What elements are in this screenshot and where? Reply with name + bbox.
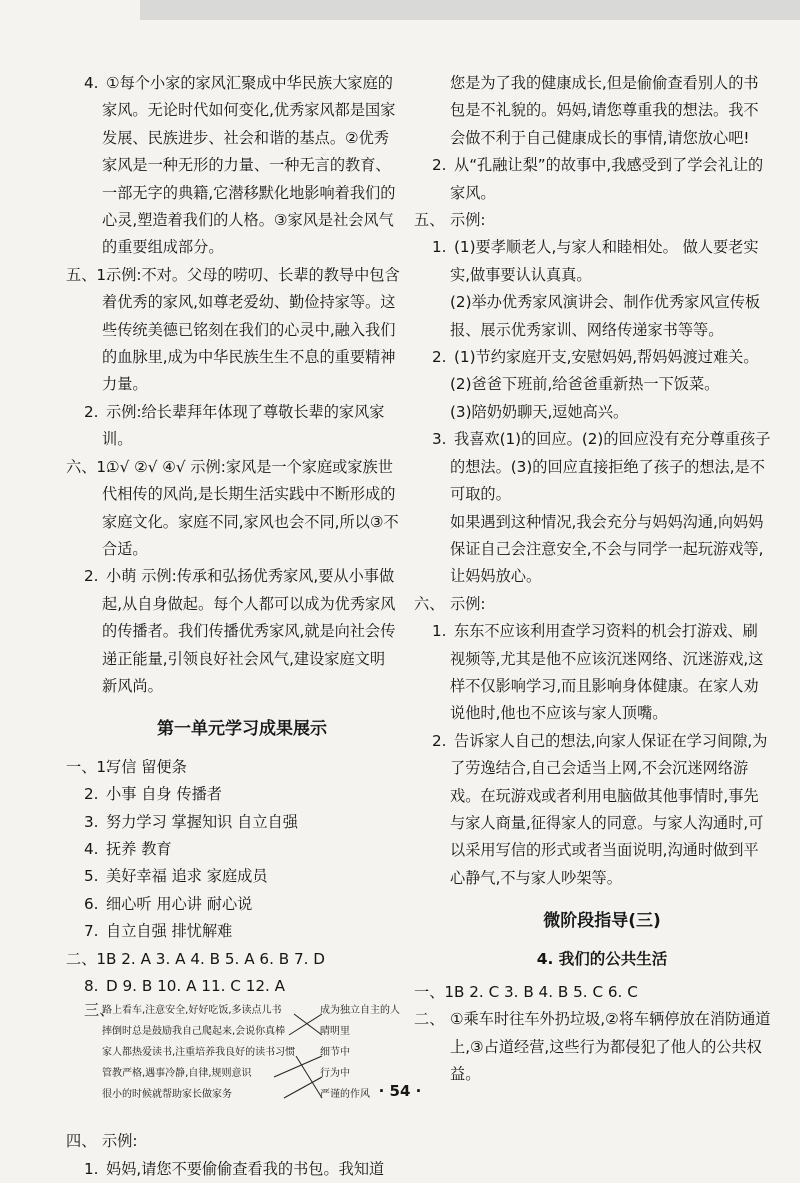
answer-text: D 9. B 10. A 11. C 12. A xyxy=(106,977,286,995)
answer-number: 1. xyxy=(432,238,447,257)
answer-item xyxy=(414,207,772,234)
answer-item xyxy=(432,371,772,398)
answer-text: 示例:给长辈拜年体现了尊敬长辈的家风家训。 xyxy=(102,402,385,449)
answer-text: 您是为了我的健康成长,但是偷偷查看别人的书包是不礼貌的。妈妈,请您尊重我的想法。我不会做不利于自己健康成长的事情,请您放心吧! xyxy=(450,74,759,147)
matching-left-item: 很小的时候就帮助家长做家务 xyxy=(102,1089,232,1101)
answer-number: 六、1. xyxy=(66,457,111,476)
section-title: 第一单元学习成果展示 xyxy=(157,719,327,740)
matching-right-item: 细节中 xyxy=(320,1047,350,1059)
answer-item xyxy=(432,344,772,371)
answer-item xyxy=(414,979,772,1006)
right-column xyxy=(414,70,772,1089)
answer-text: 示例: xyxy=(450,594,486,613)
answer-text: 细心听 用心讲 耐心说 xyxy=(106,894,253,913)
answer-text: 如果遇到这种情况,我会充分与妈妈沟通,向妈妈保证自己会注意安全,不会与同学一起玩游戏等,让妈妈放心。 xyxy=(450,512,764,586)
right-tail xyxy=(414,979,772,1089)
answer-text: (1)节约家庭开支,安慰妈妈,帮妈妈渡过难关。 xyxy=(454,348,759,367)
answer-item xyxy=(414,1006,772,1088)
lesson-title: 4. 我们的公共生活 xyxy=(536,949,668,968)
answer-number: 1. xyxy=(84,1159,99,1178)
answer-text: 东东不应该利用查学习资料的机会打游戏、刷视频等,尤其是他不应该沉迷网络、沉迷游戏,这样不仅影响学习,而且影响身体健康。在家人劝说他时,他也不应该与家人顶嘴。 xyxy=(450,622,764,723)
right-answers xyxy=(414,70,772,892)
answer-text: 从“孔融让梨”的故事中,我感受到了学会礼让的家风。 xyxy=(450,156,764,202)
answer-item xyxy=(66,754,400,781)
page-number: · 54 · xyxy=(378,1082,422,1100)
stage-title: 微阶段指导(三) xyxy=(543,911,661,932)
answer-text: 抚养 教育 xyxy=(106,839,172,858)
answer-text: (1)要孝顺老人,与家人和睦相处。 做人要老实实,做事要认认真真。 xyxy=(450,238,759,284)
answer-number: 2. xyxy=(84,567,99,586)
answer-text: ①√ ②√ ④√ 示例:家风是一个家庭或家族世代相传的风尚,是长期生活实践中不断形成的家庭文化。家庭不同,家风也会不同,所以③不合适。 xyxy=(102,457,399,558)
answer-text: B 2. C 3. B 4. B 5. C 6. C xyxy=(454,983,638,1001)
answer-text: (2)爸爸下班前,给爸爸重新热一下饭菜。 xyxy=(450,375,720,394)
answer-number: 二、 xyxy=(414,1010,445,1029)
answer-item xyxy=(432,728,772,892)
matching-label: 三、 xyxy=(84,1001,115,1020)
answer-number: 4. xyxy=(84,839,99,858)
answer-text: B 2. A 3. A 4. B 5. A 6. B 7. D xyxy=(106,949,325,968)
answer-text: 写信 留便条 xyxy=(106,757,187,776)
answer-text: 示例:不对。父母的唠叨、长辈的教导中包含着优秀的家风,如尊老爱幼、勤俭持家等。这些传统美德已铭刻在我们的心灵中,融入我们的血脉里,成为中华民族生生不息的重要精神力量。 xyxy=(102,265,400,394)
answer-text: ①乘车时往车外扔垃圾,②将车辆停放在消防通道上,③占道经营,这些行为都侵犯了他人的公共权益。 xyxy=(450,1010,771,1084)
answer-text: (2)举办优秀家风演讲会、制作优秀家风宣传板报、展示优秀家训、网络传递家书等等。 xyxy=(450,293,761,339)
answer-number: 4. xyxy=(84,74,99,92)
answer-number: 2. xyxy=(432,731,447,750)
answer-item xyxy=(432,234,772,289)
answer-number: 3. xyxy=(432,430,447,449)
answer-number: 7. xyxy=(84,922,99,941)
answer-item xyxy=(84,863,400,890)
answer-item xyxy=(66,1128,400,1155)
answer-text: (3)陪奶奶聊天,逗她高兴。 xyxy=(450,402,629,421)
matching-left-item: 摔倒时总是鼓励我自己爬起来,会说你真棒 xyxy=(102,1026,286,1038)
answer-text: ①每个小家的家风汇聚成中华民族大家庭的家风。无论时代如何变化,优秀家风都是国家发展、民族进步、社会和谐的基点。②优秀家风是一种无形的力量、一种无言的教育、一部无字的典籍,它潜移默化地影响着我们的心灵,塑造着我们的人格。③家风是社会风气的重要组成部分。 xyxy=(102,74,396,257)
matching-left-item: 管教严格,遇事冷静,自律,规则意识 xyxy=(102,1068,252,1080)
answer-item xyxy=(84,781,400,808)
matching-right-item: 严谨的作风 xyxy=(320,1089,370,1101)
answer-item xyxy=(84,70,400,262)
matching-right-item: 成为独立自主的人 xyxy=(320,1005,400,1017)
answer-text: 我喜欢(1)的回应。(2)的回应没有充分尊重孩子的想法。(3)的回应直接拒绝了孩子的想法,是不可取的。 xyxy=(450,430,771,504)
answer-text: 小萌 示例:传承和弘扬优秀家风,要从小事做起,从自身做起。每个人都可以成为优秀家风的传播者。我们传播优秀家风,就是向社会传递正能量,引领良好社会风气,建设家庭文明新风尚。 xyxy=(102,567,396,695)
matching-exercise xyxy=(84,1000,400,1126)
answer-number: 四、 xyxy=(66,1132,97,1151)
answer-number: 1. xyxy=(432,622,447,641)
answer-item xyxy=(84,399,400,454)
answer-number: 2. xyxy=(84,785,99,804)
answer-item xyxy=(432,289,772,344)
answer-text: 努力学习 掌握知识 自立自强 xyxy=(106,812,298,831)
answer-item xyxy=(414,591,772,618)
answer-number: 一、1. xyxy=(414,983,459,1001)
answer-number: 6. xyxy=(84,894,99,913)
unit-answers xyxy=(66,754,400,1001)
answer-number: 2. xyxy=(84,402,99,421)
answer-item xyxy=(432,509,772,591)
answer-number: 2. xyxy=(432,156,447,175)
left-tail xyxy=(66,1128,400,1183)
answer-text: 美好幸福 追求 家庭成员 xyxy=(106,867,268,886)
answer-number: 2. xyxy=(432,348,447,367)
answer-item xyxy=(84,836,400,863)
answer-number: 二、1. xyxy=(66,949,111,968)
answer-text: 小事 自身 传播者 xyxy=(106,785,222,804)
answer-item xyxy=(84,973,400,1000)
answer-text: 示例: xyxy=(450,211,486,230)
answer-item xyxy=(432,152,772,207)
answer-number: 五、 xyxy=(414,211,445,230)
answer-number: 五、1. xyxy=(66,265,111,284)
answer-text: 妈妈,请您不要偷偷查看我的书包。我知道 xyxy=(106,1159,385,1178)
answer-item xyxy=(66,946,400,973)
answer-item xyxy=(66,454,400,564)
answer-item xyxy=(84,1156,400,1183)
answer-number: 8. xyxy=(84,977,99,995)
answer-item xyxy=(432,426,772,508)
matching-left-item: 家人都热爱读书,注重培养我良好的读书习惯 xyxy=(102,1047,296,1059)
answer-number: 3. xyxy=(84,812,99,831)
answer-item xyxy=(84,891,400,918)
answer-item xyxy=(432,399,772,426)
answer-number: 5. xyxy=(84,867,99,886)
left-answers xyxy=(66,70,400,700)
matching-right-item: 晴明里 xyxy=(320,1026,350,1038)
answer-item xyxy=(84,809,400,836)
answer-text: 自立自强 排忧解难 xyxy=(106,922,233,941)
left-column xyxy=(66,70,400,1183)
answer-number: 六、 xyxy=(414,594,445,613)
matching-left-item: 路上看车,注意安全,好好吃饭,多读点儿书 xyxy=(102,1005,282,1017)
answer-number: 一、1. xyxy=(66,757,111,776)
answer-item xyxy=(84,918,400,945)
scan-top-strip xyxy=(140,0,800,20)
answer-text: 告诉家人自己的想法,向家人保证在学习间隙,为了劳逸结合,自己会适当上网,不会沉迷网络游戏。在玩游戏或者利用电脑做其他事情时,事先与家人商量,征得家人的同意。与家人沟通时,可以采用写信的形式或者当面说明,沟通时做到平心静气,不与家人吵架等。 xyxy=(450,731,768,887)
matching-right-item: 行为中 xyxy=(320,1068,350,1080)
answer-item xyxy=(432,70,772,152)
answer-item xyxy=(66,262,400,399)
answer-item xyxy=(432,618,772,728)
answer-item xyxy=(84,563,400,700)
answer-text: 示例: xyxy=(102,1132,138,1151)
